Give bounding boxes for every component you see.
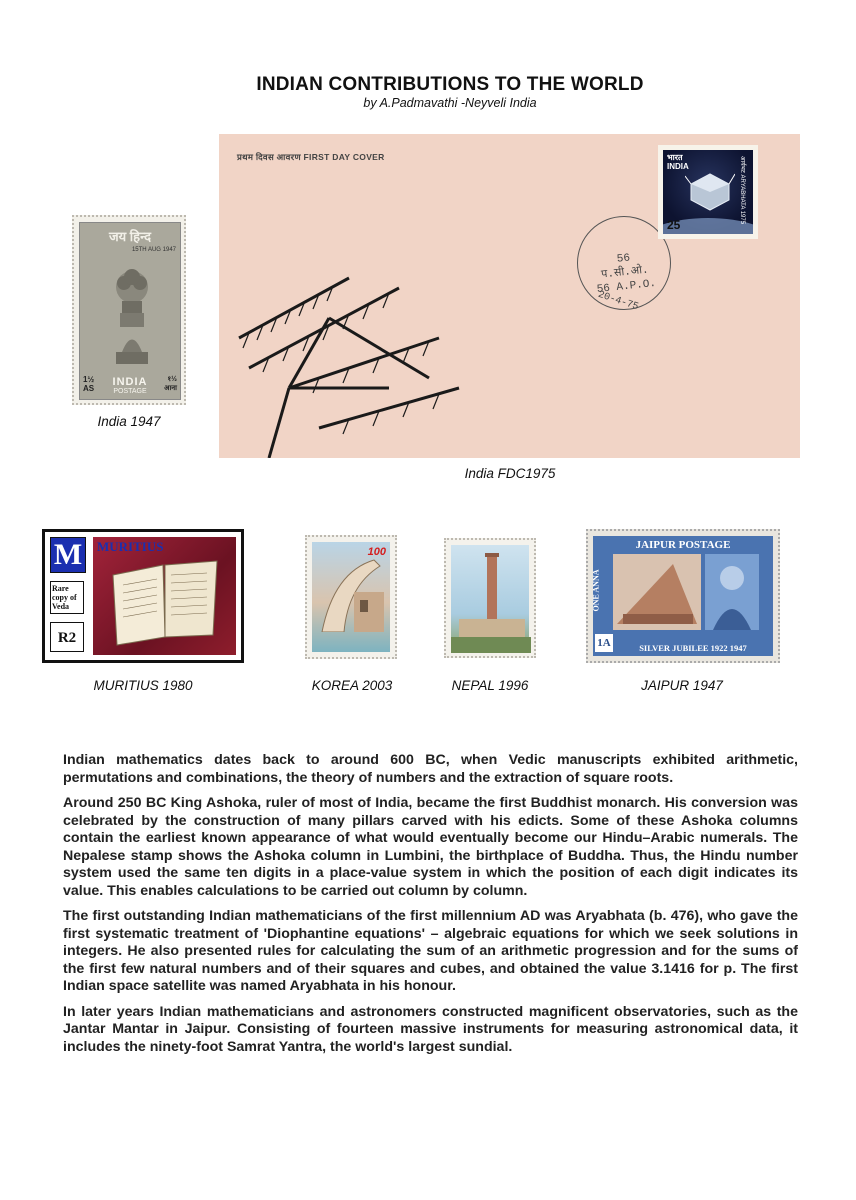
muritius-letter: M xyxy=(50,537,86,573)
maharaja-portrait-icon xyxy=(705,554,759,630)
article-body xyxy=(63,752,798,1064)
lion-capital-icon xyxy=(102,257,162,367)
india-1947-stamp xyxy=(72,215,186,405)
book-icon xyxy=(105,555,225,651)
postmark-line2: 56 A.P.O. xyxy=(596,277,657,296)
stamp-value-left: 1½ AS xyxy=(83,375,95,393)
nepal-1996-stamp xyxy=(444,538,536,658)
article-paragraph-3: The first outstanding Indian mathematicians of the first millennium AD was Aryabhata (b. 476), who gave the first systematic treatment of 'Diophantine equations' – algebraic equations for which we seek solutions in integers. He also presented rules for calculating the sum of an arithmetic progression and for the sums of the first few natural numbers and of their squares and cubes, and obtained the value 3.1416 for p. The first Indian space satellite was named Aryabhata in his honour. xyxy=(63,908,798,994)
stamp-value-right: १½ आना xyxy=(164,376,177,392)
ashoka-pillar-icon xyxy=(451,545,531,653)
aryabhata-stamp xyxy=(658,145,758,239)
postmark-line1: 56 प.सी.ओ. xyxy=(600,252,650,282)
muritius-1980-stamp xyxy=(42,529,244,663)
muritius-value: R2 xyxy=(50,622,84,652)
article-paragraph-1: Indian mathematics dates back to around 600 BC, when Vedic manuscripts exhibited arithmetic, permutations and combinations, the theory of numbers and the extraction of square roots. xyxy=(63,752,798,786)
stamp-top-text: जय हिन्द xyxy=(109,229,151,244)
jaipur-bottom: SILVER JUBILEE 1922 1947 xyxy=(639,643,747,653)
stamp-date: 15TH AUG 1947 xyxy=(131,247,176,253)
aryabhata-country-hi: भारत xyxy=(667,153,683,162)
cover-label: प्रथम दिवस आवरण FIRST DAY COVER xyxy=(237,152,385,162)
muritius-overprint: MURITIUS xyxy=(97,539,164,554)
antenna-icon xyxy=(229,238,469,458)
observatory-icon xyxy=(314,552,392,632)
nepal-caption: NEPAL 1996 xyxy=(451,678,529,693)
jaipur-top: JAIPUR POSTAGE xyxy=(635,539,731,551)
article-paragraph-4: In later years Indian mathematicians and astronomers constructed magnificent observatories, such as the Jantar Mantar in Jaipur. Consisting of fourteen massive instruments for measuring astronomical data, it includes the ninety-foot Samrat Yantra, the world's largest sundial. xyxy=(63,1003,798,1055)
jaipur-1947-stamp xyxy=(586,529,780,663)
postmark-date: 20-4-75 xyxy=(596,289,640,314)
jaipur-caption: JAIPUR 1947 xyxy=(641,678,723,693)
page-byline: by A.Padmavathi -Neyveli India xyxy=(363,96,537,110)
korea-value: 100 xyxy=(367,546,386,558)
muritius-side-text: Rare copy of Veda xyxy=(50,581,84,614)
aryabhata-country: INDIA xyxy=(667,162,689,171)
page-title: INDIAN CONTRIBUTIONS TO THE WORLD xyxy=(256,74,644,95)
korea-2003-stamp xyxy=(305,535,397,659)
india-1947-caption: India 1947 xyxy=(97,414,161,429)
jantar-mantar-icon xyxy=(613,554,701,630)
aryabhata-name: आर्यभट ARYABHATA 1975 xyxy=(738,155,745,225)
first-day-cover xyxy=(219,134,800,458)
satellite-icon xyxy=(685,170,735,214)
stamp-country: INDIA xyxy=(112,376,148,388)
jaipur-left-side: ONE ANNA xyxy=(591,569,601,612)
stamp-postage: POSTAGE xyxy=(113,388,147,395)
fdc-caption: India FDC1975 xyxy=(464,466,556,481)
aryabhata-value: 25 xyxy=(667,218,681,232)
article-paragraph-2: Around 250 BC King Ashoka, ruler of most of India, became the first Buddhist monarch. His conversion was celebrated by the construction of many pillars carved with his edicts. Some of these Ashoka columns contain the earliest known appearance of what would eventually become our Hindu–Arabic numerals. The Nepalese stamp shows the Ashoka column in Lumbini, the birthplace of Buddha. Thus, the Hindu number system used the same ten digits in a place-value system in which the position of each digit indicates its value. This enables calculations to be carried out column by column. xyxy=(63,795,798,899)
jaipur-value: 1A xyxy=(595,634,613,652)
muritius-caption: MURITIUS 1980 xyxy=(93,678,193,693)
korea-caption: KOREA 2003 xyxy=(311,678,393,693)
